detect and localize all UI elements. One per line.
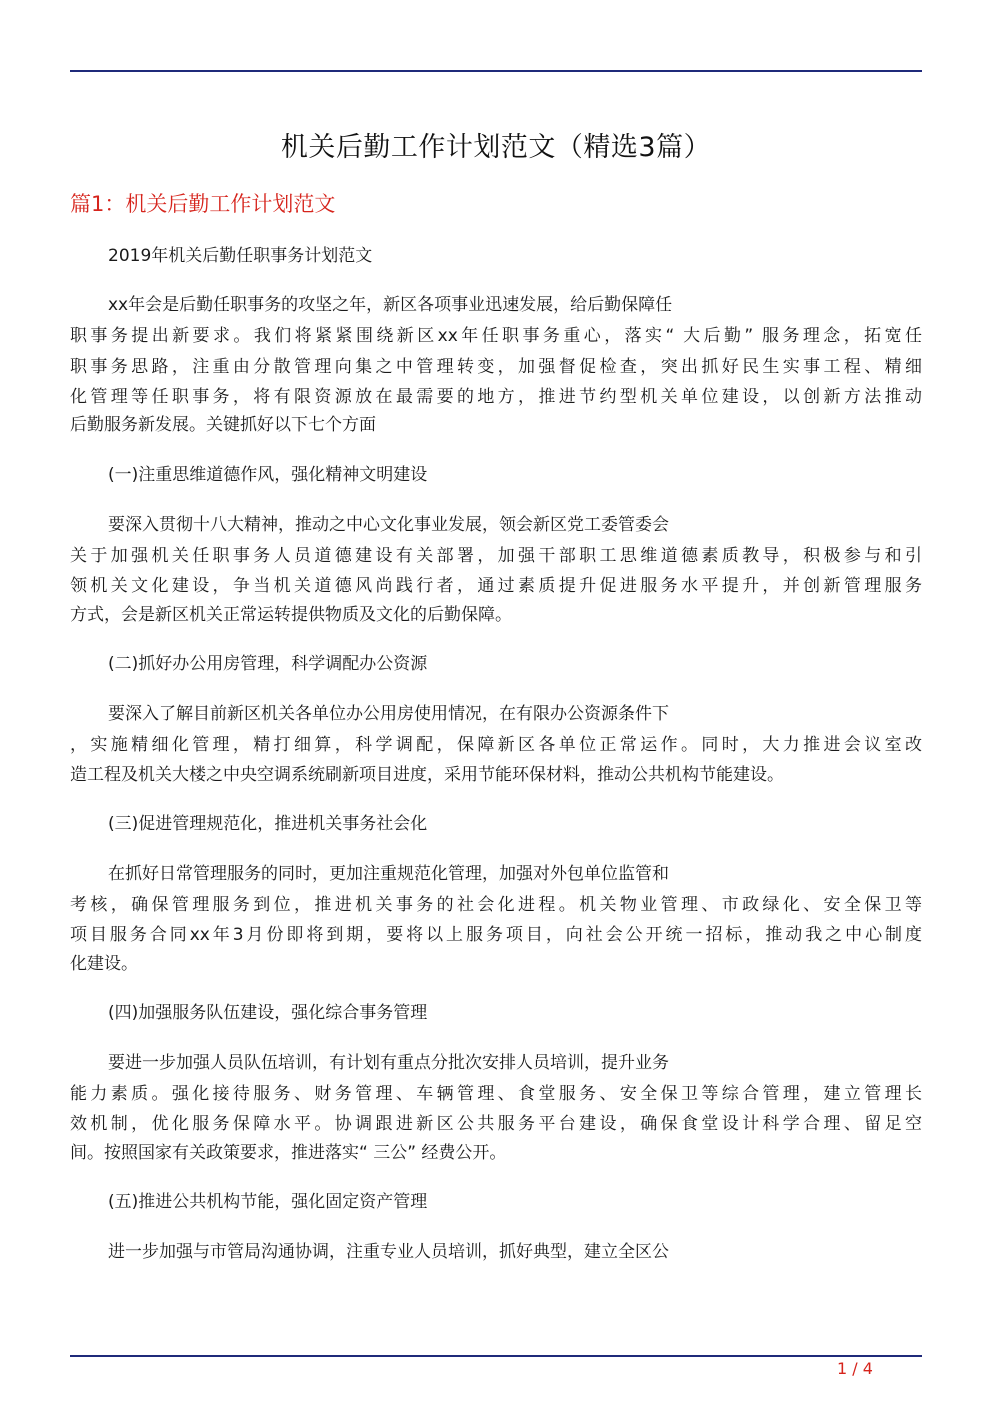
item-heading-1: (一)注重思维道德作风，强化精神文明建设 <box>108 465 428 485</box>
paragraph-line: 化管理等任职事务，将有限资源放在最需要的地方，推进节约型机关单位建设，以创新方法推动 <box>70 387 922 407</box>
paragraph-line: 在抓好日常管理服务的同时，更加注重规范化管理，加强对外包单位监管和 <box>108 864 669 884</box>
paragraph-line: 领机关文化建设，争当机关道德风尚践行者，通过素质提升促进服务水平提升，并创新管理服务 <box>70 576 922 596</box>
paragraph-line: 要进一步加强人员队伍培训，有计划有重点分批次安排人员培训，提升业务 <box>108 1053 669 1073</box>
paragraph-line: xx年会是后勤任职事务的攻坚之年，新区各项事业迅速发展，给后勤保障任 <box>108 295 673 315</box>
document-title: 机关后勤工作计划范文（精选3篇） <box>280 132 712 163</box>
paragraph-line: 后勤服务新发展。关键抓好以下七个方面 <box>70 415 376 435</box>
paragraph-line: 造工程及机关大楼之中央空调系统刷新项目进度，采用节能环保材料，推动公共机构节能建设。 <box>70 765 784 785</box>
item-heading-4: (四)加强服务队伍建设，强化综合事务管理 <box>108 1003 428 1023</box>
paragraph-line: 职事务提出新要求。我们将紧紧围绕新区xx年任职事务重心，落实“ 大后勤” 服务理念，拓宽任 <box>70 326 922 346</box>
section-heading: 篇1：机关后勤工作计划范文 <box>70 192 336 216</box>
paragraph-line: 化建设。 <box>70 954 138 974</box>
paragraph-line: 能力素质。强化接待服务、财务管理、车辆管理、食堂服务、安全保卫等综合管理，建立管理长 <box>70 1084 922 1104</box>
paragraph-line: ，实施精细化管理，精打细算，科学调配，保障新区各单位正常运作。同时，大力推进会议室改 <box>70 735 922 755</box>
footer-rule <box>70 1355 922 1357</box>
paragraph-line: 方式，会是新区机关正常运转提供物质及文化的后勤保障。 <box>70 605 512 625</box>
paragraph-line: 间。按照国家有关政策要求，推进落实“ 三公” 经费公开。 <box>70 1143 507 1163</box>
paragraph-line: 关于加强机关任职事务人员道德建设有关部署，加强干部职工思维道德素质教导，积极参与和引 <box>70 546 922 566</box>
paragraph-line: 考核，确保管理服务到位，推进机关事务的社会化进程。机关物业管理、市政绿化、安全保卫等 <box>70 895 922 915</box>
paragraph-line: 项目服务合同xx年3月份即将到期，要将以上服务项目，向社会公开统一招标，推动我之中心制度 <box>70 925 922 945</box>
item-heading-2: (二)抓好办公用房管理，科学调配办公资源 <box>108 654 428 674</box>
paragraph-line: 进一步加强与市管局沟通协调，注重专业人员培训，抓好典型，建立全区公 <box>108 1242 669 1262</box>
item-heading-3: (三)促进管理规范化，推进机关事务社会化 <box>108 814 428 834</box>
page-number: 1 / 4 <box>837 1359 873 1378</box>
item-heading-5: (五)推进公共机构节能，强化固定资产管理 <box>108 1192 428 1212</box>
header-rule <box>70 70 922 72</box>
paragraph-line: 要深入贯彻十八大精神，推动之中心文化事业发展，领会新区党工委管委会 <box>108 515 669 535</box>
subtitle-line: 2019年机关后勤任职事务计划范文 <box>108 246 373 266</box>
paragraph-line: 要深入了解目前新区机关各单位办公用房使用情况，在有限办公资源条件下 <box>108 704 669 724</box>
paragraph-line: 职事务思路，注重由分散管理向集之中管理转变，加强督促检查，突出抓好民生实事工程、精细 <box>70 357 922 377</box>
paragraph-line: 效机制，优化服务保障水平。协调跟进新区公共服务平台建设，确保食堂设计科学合理、留足空 <box>70 1114 922 1134</box>
